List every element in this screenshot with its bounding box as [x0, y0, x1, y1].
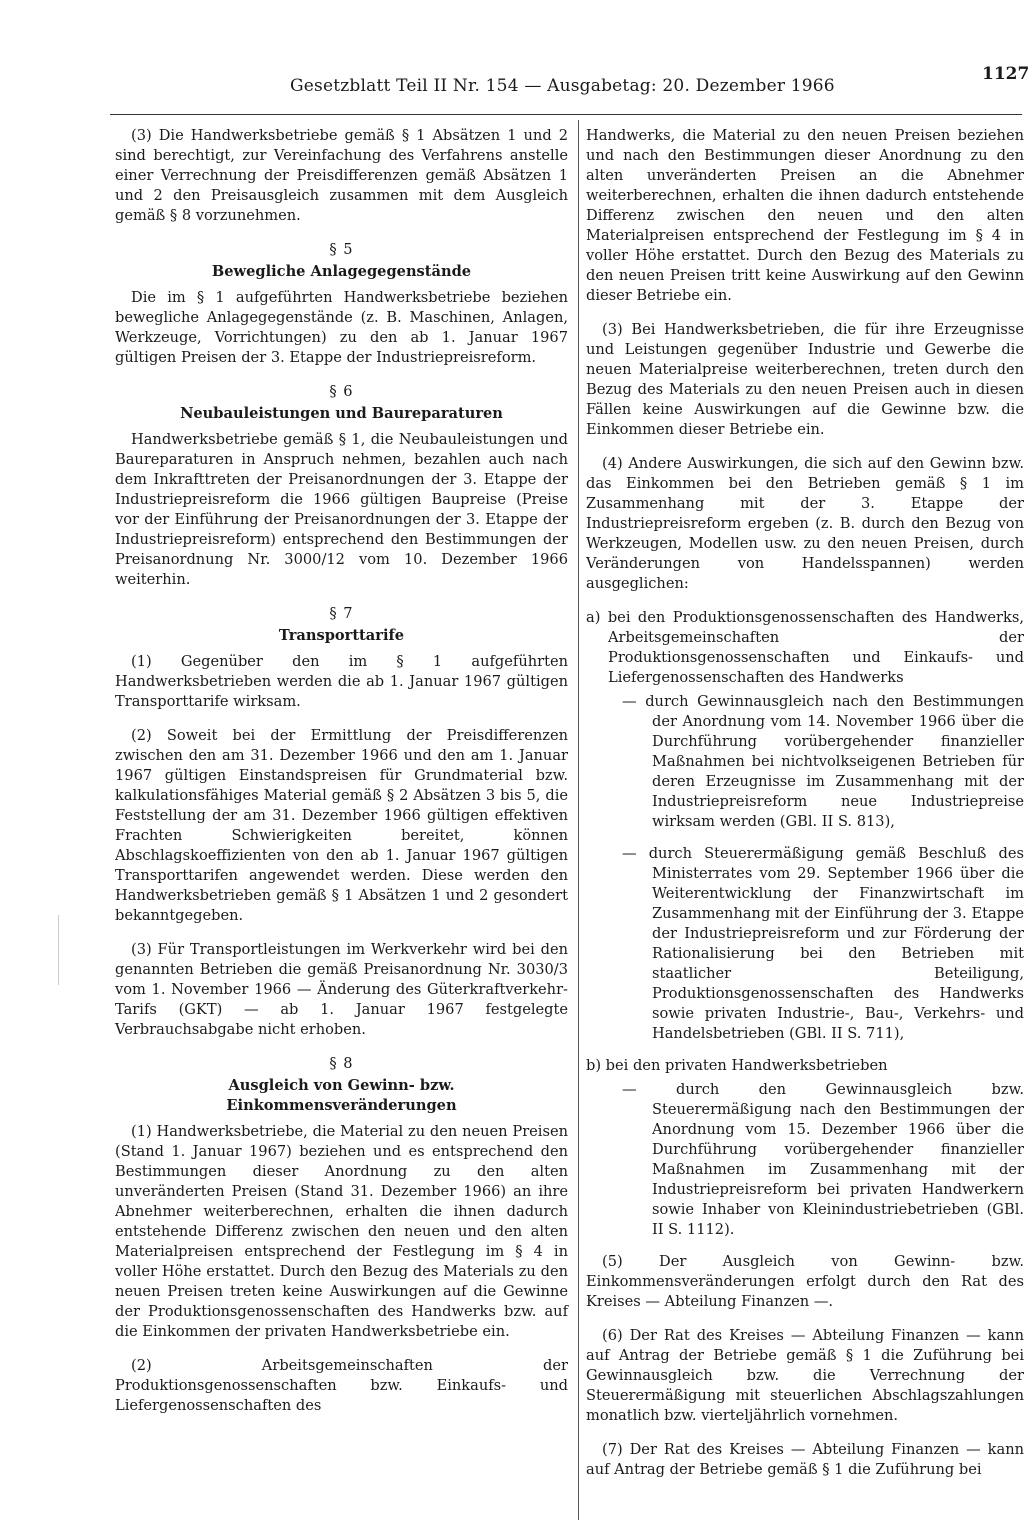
- paragraph: (5) Der Ausgleich von Gewinn- bzw. Einkommensveränderungen erfolgt durch den Rat des Kreises — Abteilung Finanzen —.: [586, 1253, 1024, 1310]
- dash-item: — durch Gewinnausgleich nach den Bestimmungen der Anordnung vom 14. November 1966 über die Durchführung vorübergehender finanzieller Maßnahmen bei nichtvolkseigenen Betrieben für deren Erzeugnisse im Zusammenhang mit der Industriepreisreform neue Industriepreise wirksam werden (GBl. II S. 813),: [622, 693, 1024, 830]
- section-title: Neubauleistungen und Baureparaturen: [180, 405, 503, 422]
- list-item: a) bei den Produktionsgenossenschaften des Handwerks, Arbeitsgemeinschaften der Produktionsgenossenschaften und Einkaufs- und Liefergenossenschaften des Handwerks: [586, 609, 1024, 686]
- margin-pencil-mark: [58, 915, 99, 985]
- section-number: § 8: [329, 1055, 354, 1072]
- section-title: Ausgleich von Gewinn- bzw.: [228, 1077, 455, 1094]
- section-number: § 5: [329, 241, 354, 258]
- paragraph: (2) Soweit bei der Ermittlung der Preisdifferenzen zwischen den am 31. Dezember 1966 und den am 1. Januar 1967 gültigen Einstandspreisen für Grundmaterial bzw. kalkulationsfähiges Material gemäß § 2 Absätzen 3 bis 5, die Feststellung der am 31. Dezember 1966 gültigen effektiven Frachten Schwierigkeiten bereitet, können Abschlagskoeffizienten von den ab 1. Januar 1967 gültigen Transporttarifen angewendet werden. Diese werden den Handwerksbetrieben gemäß § 1 Absätzen 1 und 2 gesondert bekanntgegeben.: [115, 727, 568, 924]
- dash-item: — durch den Gewinnausgleich bzw. Steuerermäßigung nach den Bestimmungen der Anordnung vom 15. Dezember 1966 über die Durchführung vorübergehender finanzieller Maßnahmen im Zusammenhang mit der Industriepreisreform bei privaten Handwerkern sowie Inhaber von Kleinindustriebetrieben (GBl. II S. 1112).: [622, 1081, 1024, 1238]
- page-number: 1127: [982, 64, 1029, 84]
- paragraph: (7) Der Rat des Kreises — Abteilung Finanzen — kann auf Antrag der Betriebe gemäß § 1 die Zuführung bei: [586, 1441, 1024, 1478]
- right-column: [586, 126, 1024, 1494]
- paragraph: Die im § 1 aufgeführten Handwerksbetriebe beziehen bewegliche Anlagegegenstände (z. B. Maschinen, Anlagen, Werkzeuge, Vorrichtungen) zu den ab 1. Januar 1967 gültigen Preisen der 3. Etappe der Industriepreisreform.: [115, 289, 568, 366]
- section-title: Bewegliche Anlagegegenstände: [211, 263, 472, 280]
- paragraph: (1) Handwerksbetriebe, die Material zu den neuen Preisen (Stand 1. Januar 1967) beziehen und es entsprechend den Bestimmungen dieser Anordnung zu den alten unveränderten Preisen (Stand 31. Dezember 1966) an ihre Abnehmer weiterberechnen, erhalten die ihnen dadurch entstehende Differenz zwischen den neuen und den alten Materialpreisen entsprechend der Festlegung im § 4 in voller Höhe erstattet. Durch den Bezug des Materials zu den neuen Preisen treten keine Auswirkungen auf die Gewinne der Produktionsgenossenschaften des Handwerks bzw. auf die Einkommen der privaten Handwerksbetriebe ein.: [115, 1123, 568, 1340]
- paragraph: (3) Bei Handwerksbetrieben, die für ihre Erzeugnisse und Leistungen gegenüber Industrie und Gewerbe die neuen Materialpreise weiterberechnen, treten durch den Bezug des Materials zu den neuen Preisen auch in diesen Fällen keine Auswirkungen auf die Gewinne bzw. die Einkommen dieser Betriebe ein.: [586, 321, 1024, 438]
- list-item: b) bei den privaten Handwerksbetrieben: [586, 1057, 888, 1074]
- dash-item: — durch Steuerermäßigung gemäß Beschluß des Ministerrates vom 29. September 1966 über die Weiterentwicklung der Finanzwirtschaft im Zusammenhang mit der Einführung der 3. Etappe der Industriepreisreform und zur Förderung der Rationalisierung bei den Betrieben mit staatlicher Beteiligung, Produktionsgenossenschaften des Handwerks sowie privaten Industrie-, Bau-, Verkehrs- und Handelsbetrieben (GBl. II S. 711),: [622, 845, 1024, 1042]
- paragraph: Handwerksbetriebe gemäß § 1, die Neubauleistungen und Baureparaturen in Anspruch nehmen, bezahlen auch nach dem Inkrafttreten der Preisanordnungen der 3. Etappe der Industriepreisreform die 1966 gültigen Baupreise (Preise vor der Einführung der Preisanordnungen der 3. Etappe der Industriepreisreform) entsprechend den Bestimmungen der Preisanordnung Nr. 3000/12 vom 10. Dezember 1966 weiterhin.: [115, 431, 568, 588]
- paragraph: (6) Der Rat des Kreises — Abteilung Finanzen — kann auf Antrag der Betriebe gemäß § 1 die Zuführung bei Gewinnausgleich bzw. die Verrechnung der Steuerermäßigung mit steuerlichen Abschlagszahlungen monatlich bzw. vierteljährlich vornehmen.: [586, 1327, 1024, 1424]
- paragraph: (3) Die Handwerksbetriebe gemäß § 1 Absätzen 1 und 2 sind berechtigt, zur Vereinfachung des Verfahrens anstelle einer Verrechnung der Preisdifferenzen gemäß Absätzen 1 und 2 den Preisausgleich zusammen mit dem Ausgleich gemäß § 8 vorzunehmen.: [115, 127, 568, 224]
- header-rule: [110, 114, 1022, 115]
- paragraph: (1) Gegenüber den im § 1 aufgeführten Handwerksbetrieben werden die ab 1. Januar 1967 gültigen Transporttarife wirksam.: [115, 653, 568, 710]
- paragraph: (3) Für Transportleistungen im Werkverkehr wird bei den genannten Betrieben die gemäß Preisanordnung Nr. 3030/3 vom 1. November 1966 — Änderung des Güterkraftverkehr-Tarifs (GKT) — ab 1. Januar 1967 festgelegte Verbrauchsabgabe nicht erhoben.: [115, 941, 568, 1038]
- paragraph: (4) Andere Auswirkungen, die sich auf den Gewinn bzw. das Einkommen bei den Betrieben gemäß § 1 im Zusammenhang mit der 3. Etappe der Industriepreisreform ergeben (z. B. durch den Bezug von Werkzeugen, Modellen usw. zu den neuen Preisen, durch Veränderungen von Handelsspannen) werden ausgeglichen:: [586, 455, 1024, 592]
- section-title: Einkommensveränderungen: [226, 1097, 457, 1114]
- paragraph: (2) Arbeitsgemeinschaften der Produktionsgenossenschaften bzw. Einkaufs- und Liefergenossenschaften des: [115, 1357, 568, 1414]
- left-column: [115, 126, 568, 1430]
- column-divider: [578, 120, 579, 1520]
- section-title: Transporttarife: [278, 627, 405, 644]
- page-header: Gesetzblatt Teil II Nr. 154 — Ausgabetag: 20. Dezember 1966: [290, 76, 835, 96]
- section-number: § 6: [329, 383, 354, 400]
- paragraph: Handwerks, die Material zu den neuen Preisen beziehen und nach den Bestimmungen dieser Anordnung zu den alten unveränderten Preisen an die Abnehmer weiterberechnen, erhalten die ihnen dadurch entstehende Differenz zwischen den neuen und den alten Materialpreisen entsprechend der Festlegung im § 4 in voller Höhe erstattet. Durch den Bezug des Materials zu den neuen Preisen tritt keine Auswirkung auf den Gewinn dieser Betriebe ein.: [586, 127, 1024, 304]
- section-number: § 7: [329, 605, 354, 622]
